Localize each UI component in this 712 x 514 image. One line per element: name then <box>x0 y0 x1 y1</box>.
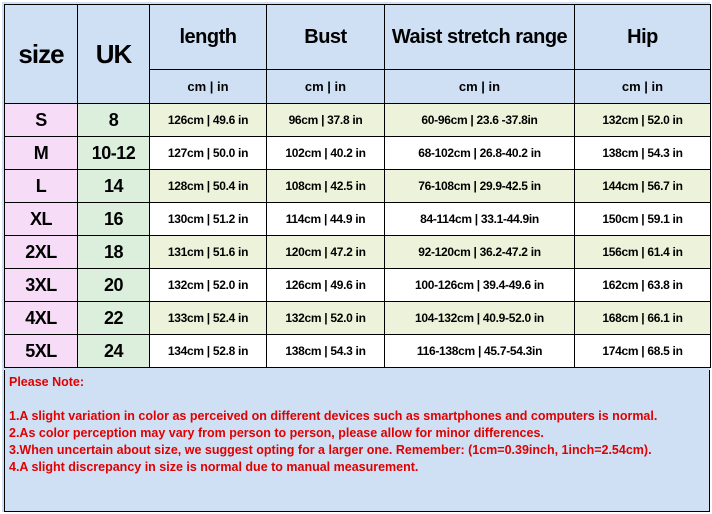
uk-cell: 22 <box>78 302 150 335</box>
unit-bust: cm | in <box>267 70 385 104</box>
size-chart-sheet <box>2 2 710 512</box>
length-cell: 133cm | 52.4 in <box>150 302 267 335</box>
header-uk: UK <box>78 5 150 104</box>
table-row <box>5 302 711 335</box>
uk-cell: 10-12 <box>78 137 150 170</box>
bust-cell: 120cm | 47.2 in <box>267 236 385 269</box>
size-cell: XL <box>5 203 78 236</box>
notes-spacer <box>9 391 705 408</box>
table-row <box>5 104 711 137</box>
size-cell: 4XL <box>5 302 78 335</box>
header-row <box>5 5 711 70</box>
unit-hip: cm | in <box>575 70 711 104</box>
hip-cell: 174cm | 68.5 in <box>575 335 711 368</box>
hip-cell: 156cm | 61.4 in <box>575 236 711 269</box>
header-length: length <box>150 5 267 70</box>
table-row <box>5 203 711 236</box>
uk-cell: 8 <box>78 104 150 137</box>
table-row <box>5 137 711 170</box>
waist-cell: 100-126cm | 39.4-49.6 in <box>385 269 575 302</box>
bust-cell: 126cm | 49.6 in <box>267 269 385 302</box>
hip-cell: 138cm | 54.3 in <box>575 137 711 170</box>
note-line-4: 4.A slight discrepancy in size is normal due to manual measurement. <box>9 460 419 474</box>
table-row <box>5 335 711 368</box>
waist-cell: 104-132cm | 40.9-52.0 in <box>385 302 575 335</box>
size-cell: S <box>5 104 78 137</box>
header-hip: Hip <box>575 5 711 70</box>
uk-cell: 18 <box>78 236 150 269</box>
bust-cell: 108cm | 42.5 in <box>267 170 385 203</box>
table-row <box>5 170 711 203</box>
size-cell: 2XL <box>5 236 78 269</box>
size-cell: 5XL <box>5 335 78 368</box>
uk-cell: 14 <box>78 170 150 203</box>
table-row <box>5 236 711 269</box>
notes-panel <box>4 370 710 512</box>
hip-cell: 144cm | 56.7 in <box>575 170 711 203</box>
note-line-3: 3.When uncertain about size, we suggest opting for a larger one. Remember: (1cm=0.39inch, 1inch=2.54cm). <box>9 443 652 457</box>
length-cell: 131cm | 51.6 in <box>150 236 267 269</box>
waist-cell: 68-102cm | 26.8-40.2 in <box>385 137 575 170</box>
waist-cell: 76-108cm | 29.9-42.5 in <box>385 170 575 203</box>
uk-cell: 24 <box>78 335 150 368</box>
waist-cell: 84-114cm | 33.1-44.9in <box>385 203 575 236</box>
bust-cell: 96cm | 37.8 in <box>267 104 385 137</box>
length-cell: 132cm | 52.0 in <box>150 269 267 302</box>
length-cell: 130cm | 51.2 in <box>150 203 267 236</box>
size-cell: M <box>5 137 78 170</box>
uk-cell: 20 <box>78 269 150 302</box>
waist-cell: 116-138cm | 45.7-54.3in <box>385 335 575 368</box>
notes-title: Please Note: <box>9 375 85 389</box>
note-line-1: 1.A slight variation in color as perceived on different devices such as smartphones and computers is normal. <box>9 409 658 423</box>
header-waist: Waist stretch range <box>385 5 575 70</box>
note-line-2: 2.As color perception may vary from person to person, please allow for minor differences. <box>9 426 544 440</box>
bust-cell: 102cm | 40.2 in <box>267 137 385 170</box>
table-row <box>5 269 711 302</box>
bust-cell: 138cm | 54.3 in <box>267 335 385 368</box>
length-cell: 127cm | 50.0 in <box>150 137 267 170</box>
unit-waist: cm | in <box>385 70 575 104</box>
size-cell: 3XL <box>5 269 78 302</box>
length-cell: 126cm | 49.6 in <box>150 104 267 137</box>
hip-cell: 168cm | 66.1 in <box>575 302 711 335</box>
hip-cell: 162cm | 63.8 in <box>575 269 711 302</box>
header-bust: Bust <box>267 5 385 70</box>
waist-cell: 92-120cm | 36.2-47.2 in <box>385 236 575 269</box>
bust-cell: 114cm | 44.9 in <box>267 203 385 236</box>
header-size: size <box>5 5 78 104</box>
bust-cell: 132cm | 52.0 in <box>267 302 385 335</box>
uk-cell: 16 <box>78 203 150 236</box>
waist-cell: 60-96cm | 23.6 -37.8in <box>385 104 575 137</box>
length-cell: 134cm | 52.8 in <box>150 335 267 368</box>
unit-length: cm | in <box>150 70 267 104</box>
hip-cell: 132cm | 52.0 in <box>575 104 711 137</box>
size-chart-table <box>4 4 711 368</box>
size-cell: L <box>5 170 78 203</box>
hip-cell: 150cm | 59.1 in <box>575 203 711 236</box>
length-cell: 128cm | 50.4 in <box>150 170 267 203</box>
